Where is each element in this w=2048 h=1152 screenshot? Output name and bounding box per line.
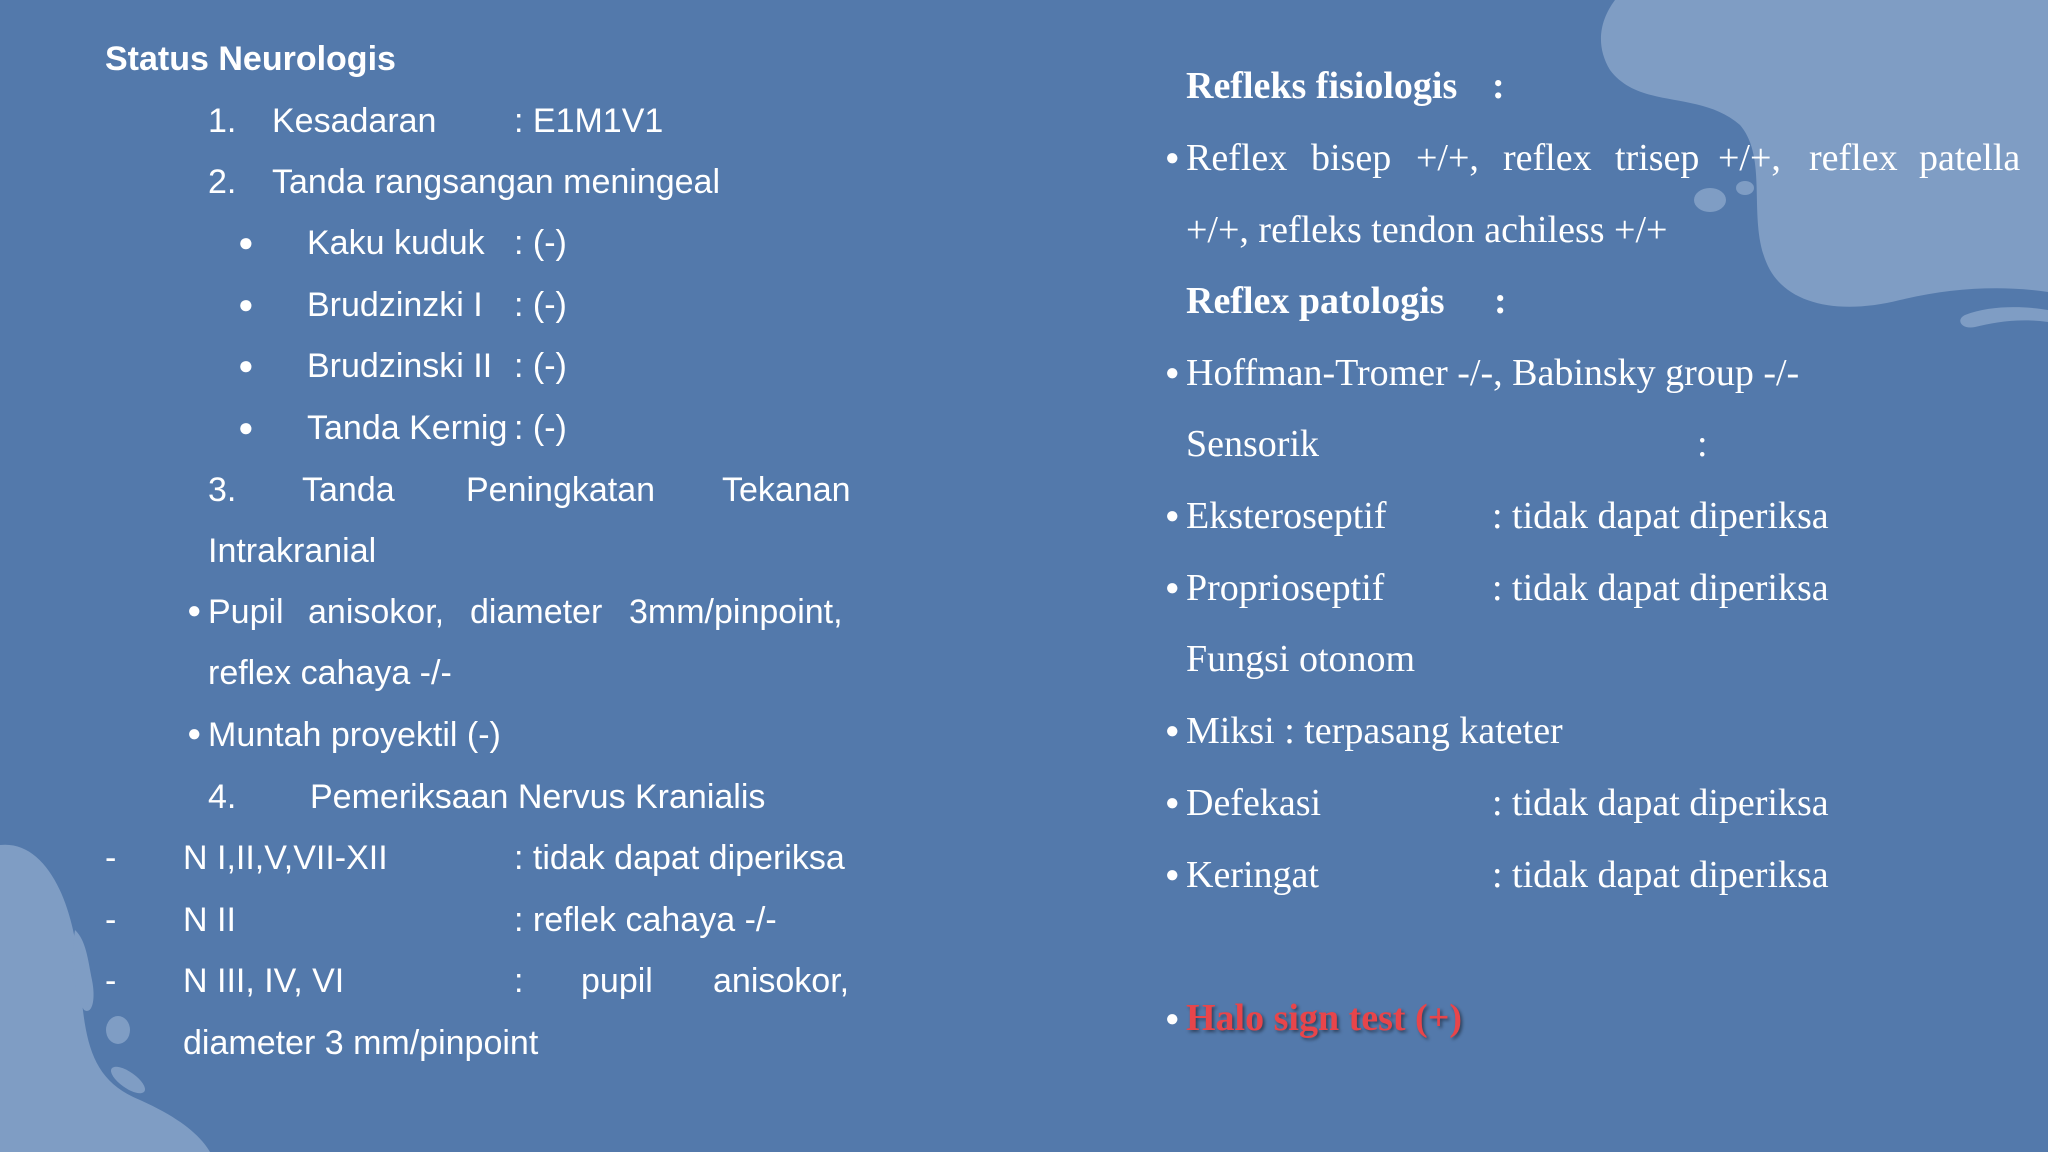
bullet: ●: [1165, 145, 1180, 171]
list-item-value: : (-): [514, 409, 567, 447]
nerve-label: N I,II,V,VII-XII: [183, 839, 388, 877]
item-number: 1.: [208, 102, 237, 140]
bullet: ●: [187, 720, 202, 747]
section-title: Status Neurologis: [105, 40, 396, 78]
fisiologis-colon: :: [1492, 65, 1505, 107]
bullet: ●: [1165, 503, 1180, 529]
list-item-value: : (-): [514, 224, 567, 262]
nerve-value: : tidak dapat diperiksa: [514, 839, 845, 877]
list-item-word: reflex: [1503, 137, 1592, 179]
list-item-label: Kaku kuduk: [307, 224, 485, 262]
bullet: ●: [1165, 360, 1180, 386]
bullet: ●: [1165, 1006, 1180, 1032]
item-number: 2.: [208, 163, 237, 201]
nerve-label: N II: [183, 901, 236, 939]
nerve-word: pupil: [581, 962, 653, 1000]
item-word: Tekanan: [722, 471, 851, 509]
list-item-label: Keringat: [1186, 854, 1319, 896]
otonom-label: Fungsi otonom: [1186, 638, 1416, 680]
nerve-continuation: diameter 3 mm/pinpoint: [183, 1024, 539, 1062]
dash: -: [105, 839, 117, 877]
bullet: ●: [238, 412, 254, 442]
list-item-value: : (-): [514, 347, 567, 385]
item-number: 4.: [208, 778, 237, 816]
list-item-word: trisep: [1615, 137, 1700, 179]
list-item-continuation: +/+, refleks tendon achiless +/+: [1186, 209, 1668, 251]
bullet: ●: [187, 597, 202, 624]
patologis-colon: :: [1494, 280, 1507, 322]
list-item-word: diameter: [470, 593, 603, 631]
list-item-word: anisokor,: [308, 593, 445, 631]
bullet: ●: [238, 227, 254, 257]
item-value: : E1M1V1: [514, 102, 664, 140]
nerve-label: N III, IV, VI: [183, 962, 345, 1000]
halo-sign-text: Halo sign test (+): [1186, 997, 1463, 1039]
bullet: ●: [238, 289, 254, 319]
item-label: Tanda rangsangan meningeal: [272, 163, 721, 201]
list-item-value: : tidak dapat diperiksa: [1492, 495, 1829, 537]
list-item-label: Brudzinski II: [307, 347, 493, 385]
nerve-colon: :: [514, 962, 524, 1000]
list-item-word: Pupil: [208, 593, 284, 631]
list-item-word: +/+,: [1416, 137, 1479, 179]
list-item-value: : (-): [514, 286, 567, 324]
list-item-label: Proprioseptif: [1186, 567, 1385, 609]
list-item-word: reflex: [1809, 137, 1898, 179]
list-item-word: bisep: [1311, 137, 1392, 179]
sensorik-colon: :: [1697, 423, 1708, 465]
list-item-word: 3mm/pinpoint,: [629, 593, 843, 631]
list-item-value: : tidak dapat diperiksa: [1492, 854, 1829, 896]
list-item-label: Brudzinzki I: [307, 286, 483, 324]
item-word: Tanda: [302, 471, 395, 509]
item-label: Pemeriksaan Nervus Kranialis: [310, 778, 766, 816]
fisiologis-heading: Refleks fisiologis: [1186, 65, 1458, 107]
list-item-text: Miksi : terpasang kateter: [1186, 710, 1563, 752]
patologis-heading: Reflex patologis: [1186, 280, 1445, 322]
list-item-label: Defekasi: [1186, 782, 1322, 824]
list-item-label: Eksteroseptif: [1186, 495, 1387, 537]
bullet: ●: [238, 350, 254, 380]
nerve-value: : reflek cahaya -/-: [514, 901, 777, 939]
list-item-word: patella: [1919, 137, 2021, 179]
item-number: 3.: [208, 471, 237, 509]
sensorik-label: Sensorik: [1186, 423, 1319, 465]
list-item-label: Tanda Kernig: [307, 409, 508, 447]
bullet: ●: [1165, 862, 1180, 888]
bullet: ●: [1165, 575, 1180, 601]
list-item-text: Muntah proyektil (-): [208, 716, 501, 754]
bullet: ●: [1165, 790, 1180, 816]
item-word: Peningkatan: [466, 471, 656, 509]
bullet: ●: [1165, 718, 1180, 744]
item-label: Kesadaran: [272, 102, 437, 140]
list-item-continuation: reflex cahaya -/-: [208, 654, 452, 692]
list-item-value: : tidak dapat diperiksa: [1492, 782, 1829, 824]
dash: -: [105, 901, 117, 939]
list-item-value: : tidak dapat diperiksa: [1492, 567, 1829, 609]
list-item-word: Reflex: [1186, 137, 1288, 179]
item-continuation: Intrakranial: [208, 532, 377, 570]
nerve-word: anisokor,: [713, 962, 850, 1000]
list-item-text: Hoffman-Tromer -/-, Babinsky group -/-: [1186, 352, 1800, 394]
dash: -: [105, 962, 117, 1000]
list-item-word: +/+,: [1718, 137, 1781, 179]
